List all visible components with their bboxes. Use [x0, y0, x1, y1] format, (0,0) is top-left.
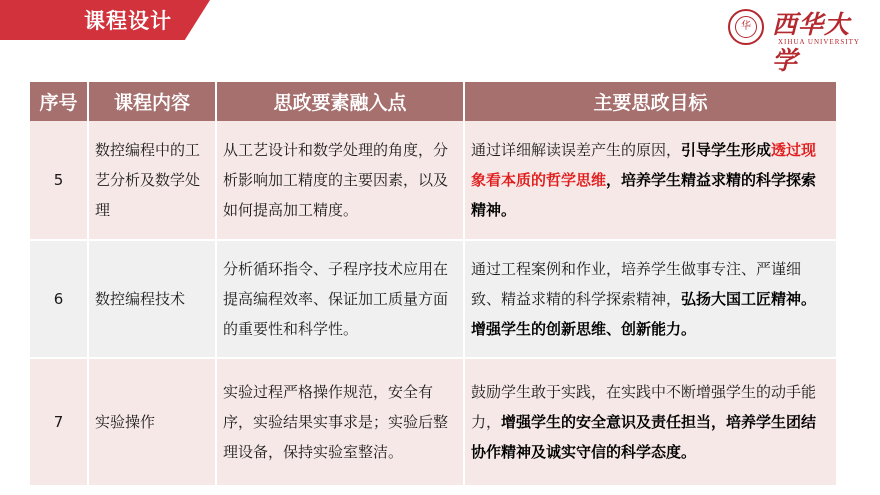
- page-title: 课程设计: [84, 9, 172, 33]
- goal-bold: 引导学生形成: [681, 141, 772, 159]
- logo-english: XIHUA UNIVERSITY: [778, 38, 860, 46]
- table-row: [30, 121, 836, 240]
- row-content: 数控编程技术: [88, 240, 216, 358]
- header-goal: 主要思政目标: [464, 82, 836, 121]
- header-points: 思政要素融入点: [216, 82, 464, 121]
- table-row: [30, 358, 836, 486]
- row-content: 实验操作: [88, 358, 216, 486]
- seal-inner: 华: [735, 16, 757, 38]
- row-number: 7: [30, 358, 88, 486]
- row-points: 分析循环指令、子程序技术应用在提高编程效率、保证加工质量方面的重要性和科学性。: [216, 240, 464, 358]
- goal-bold: ，培养学生精益求精的科学探索精神。: [471, 171, 817, 219]
- university-logo: [728, 5, 868, 75]
- course-table: [30, 82, 836, 487]
- row-goal: [464, 240, 836, 358]
- goal-text: 通过详细解读误差产生的原因，: [471, 141, 682, 159]
- goal-highlight: 透过现象看本质的哲学思维: [471, 141, 817, 189]
- row-points: 从工艺设计和数学处理的角度，分析影响加工精度的主要因素，以及如何提高加工精度。: [216, 121, 464, 240]
- header-content: 课程内容: [88, 82, 216, 121]
- table-row: [30, 240, 836, 358]
- row-number: 5: [30, 121, 88, 240]
- header-num: 序号: [30, 82, 88, 121]
- table-header-row: [30, 82, 836, 121]
- row-number: 6: [30, 240, 88, 358]
- goal-text: 鼓励学生敢于实践，在实践中不断增强学生的动手能力，: [471, 383, 817, 431]
- logo-name: 西华大学: [772, 10, 851, 75]
- goal-bold: 弘扬大国工匠精神。增强学生的创新思维、创新能力。: [471, 290, 817, 338]
- row-content: 数控编程中的工艺分析及数学处理: [88, 121, 216, 240]
- row-goal: [464, 358, 836, 486]
- goal-text: 通过工程案例和作业，培养学生做事专注、严谨细致、精益求精的科学探索精神，: [471, 260, 802, 308]
- row-points: 实验过程严格操作规范，安全有序，实验结果实事求是；实验后整理设备，保持实验室整洁。: [216, 358, 464, 486]
- row-goal: [464, 121, 836, 240]
- goal-bold: 增强学生的安全意识及责任担当，培养学生团结协作精神及诚实守信的科学态度。: [471, 413, 817, 461]
- seal-icon: [728, 9, 764, 45]
